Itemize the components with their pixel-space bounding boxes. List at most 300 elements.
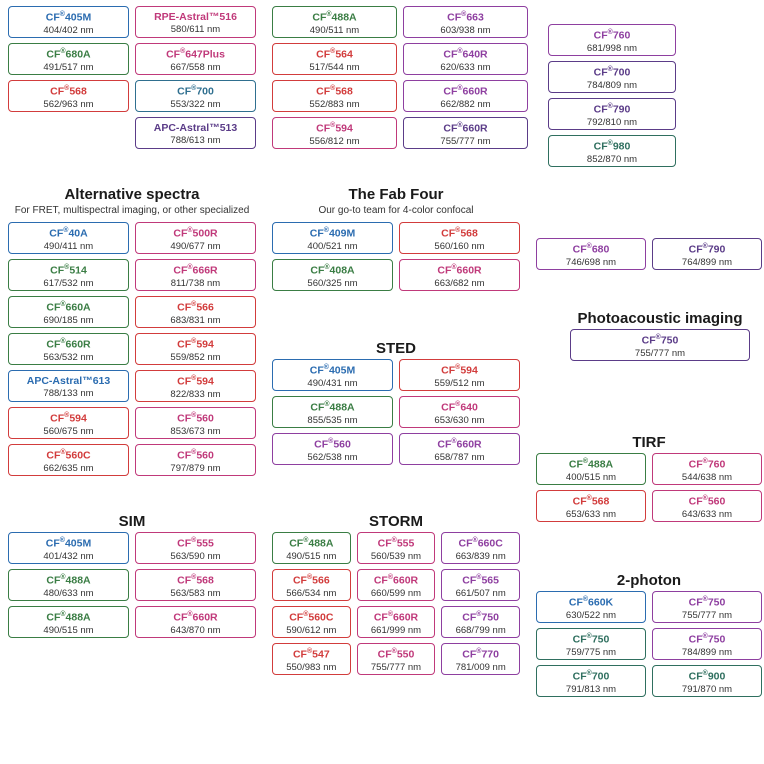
dye-chip[interactable] bbox=[652, 453, 762, 485]
dye-name: CF®900 bbox=[688, 670, 726, 683]
registered-mark: ® bbox=[306, 648, 313, 656]
dye-wavelengths: 852/870 nm bbox=[586, 153, 638, 165]
dye-chip[interactable] bbox=[8, 222, 129, 254]
dye-name: CF®980 bbox=[593, 140, 631, 153]
registered-mark: ® bbox=[607, 66, 613, 73]
registered-mark: ® bbox=[457, 85, 463, 92]
dye-name: CF®566 bbox=[292, 574, 330, 587]
registered-mark: ® bbox=[330, 122, 336, 129]
registered-mark: ® bbox=[303, 537, 309, 545]
registered-mark: ® bbox=[323, 364, 329, 372]
dye-chip[interactable] bbox=[135, 117, 256, 149]
chip-placeholder bbox=[8, 117, 129, 149]
dye-wavelengths: 560/160 nm bbox=[434, 240, 485, 252]
group-top-right bbox=[548, 24, 676, 167]
dye-name: CF®640R bbox=[443, 48, 488, 61]
chip-grid-right-pair bbox=[536, 238, 762, 270]
dye-wavelengths: 580/611 nm bbox=[170, 24, 221, 36]
dye-wavelengths: 643/633 nm bbox=[681, 508, 733, 520]
dye-chip[interactable] bbox=[441, 606, 520, 638]
group-title-tirf: TIRF bbox=[632, 434, 666, 451]
dye-chip[interactable] bbox=[8, 296, 129, 328]
dye-name: CF®594 bbox=[177, 375, 214, 388]
dye-name: CF®500R bbox=[173, 227, 218, 240]
dye-chip[interactable] bbox=[652, 665, 762, 697]
dye-chip[interactable] bbox=[403, 43, 528, 75]
dye-chip[interactable] bbox=[548, 135, 676, 167]
dye-chip[interactable] bbox=[536, 665, 646, 697]
registered-mark: ® bbox=[702, 596, 708, 604]
registered-mark: ® bbox=[180, 48, 186, 55]
dye-wavelengths: 788/133 nm bbox=[43, 388, 94, 400]
registered-mark: ® bbox=[306, 574, 313, 582]
registered-mark: ® bbox=[64, 85, 70, 92]
registered-mark: ® bbox=[582, 458, 589, 466]
dye-chip[interactable] bbox=[272, 532, 351, 564]
dye-wavelengths: 797/879 nm bbox=[170, 462, 221, 474]
dye-chip[interactable] bbox=[399, 259, 520, 291]
dye-wavelengths: 755/777 nm bbox=[634, 347, 686, 359]
dye-chip[interactable] bbox=[536, 238, 646, 270]
dye-name: CF®594 bbox=[177, 338, 214, 351]
registered-mark: ® bbox=[476, 611, 482, 619]
dye-wavelengths: 667/558 nm bbox=[170, 61, 221, 73]
dye-wavelengths: 617/532 nm bbox=[43, 277, 94, 289]
dye-chip[interactable] bbox=[536, 628, 646, 660]
dye-name: CF®647Plus bbox=[166, 48, 225, 61]
dye-wavelengths: 490/411 nm bbox=[43, 240, 94, 252]
group-title-two-photon: 2-photon bbox=[616, 572, 682, 589]
dye-wavelengths: 490/431 nm bbox=[307, 377, 358, 389]
dye-name: CF®560C bbox=[289, 611, 334, 624]
dye-wavelengths: 683/831 nm bbox=[170, 314, 221, 326]
dye-wavelengths: 563/590 nm bbox=[170, 550, 221, 562]
registered-mark: ® bbox=[476, 574, 482, 582]
registered-mark: ® bbox=[455, 364, 461, 372]
dye-chip[interactable] bbox=[8, 606, 129, 638]
dye-name: CF®550 bbox=[377, 648, 415, 661]
dye-name: CF®750 bbox=[572, 633, 610, 646]
dye-wavelengths: 490/511 nm bbox=[309, 24, 360, 36]
dye-name: CF®547 bbox=[292, 648, 330, 661]
dye-wavelengths: 490/515 nm bbox=[43, 624, 94, 636]
dye-name: CF®555 bbox=[377, 537, 415, 550]
registered-mark: ® bbox=[303, 611, 309, 619]
dye-chip[interactable] bbox=[272, 117, 397, 149]
dye-wavelengths: 662/635 nm bbox=[43, 462, 94, 474]
dye-name: CF®660R bbox=[437, 264, 482, 277]
dye-name: CF®770 bbox=[462, 648, 499, 661]
registered-mark: ® bbox=[702, 633, 708, 641]
dye-wavelengths: 784/899 nm bbox=[681, 646, 733, 658]
dye-name: CF®560 bbox=[688, 495, 726, 508]
registered-mark: ® bbox=[60, 449, 66, 457]
chip-grid-sim bbox=[8, 532, 256, 638]
dye-chip[interactable] bbox=[135, 80, 256, 112]
dye-chip[interactable] bbox=[135, 606, 256, 638]
registered-mark: ® bbox=[702, 495, 708, 503]
dye-wavelengths: 663/682 nm bbox=[434, 277, 485, 289]
dye-chip[interactable] bbox=[652, 628, 762, 660]
dye-chip[interactable] bbox=[135, 259, 256, 291]
dye-wavelengths: 791/813 nm bbox=[565, 683, 617, 695]
dye-wavelengths: 755/777 nm bbox=[681, 609, 733, 621]
registered-mark: ® bbox=[702, 458, 708, 466]
dye-wavelengths: 401/432 nm bbox=[43, 550, 94, 562]
dye-name: CF®790 bbox=[593, 103, 631, 116]
registered-mark: ® bbox=[191, 85, 197, 92]
registered-mark: ® bbox=[187, 264, 193, 272]
dye-name: CF®488A bbox=[289, 537, 334, 550]
dye-wavelengths: 590/612 nm bbox=[286, 624, 337, 636]
dye-chip[interactable] bbox=[403, 117, 528, 149]
dye-chip[interactable] bbox=[548, 24, 676, 56]
registered-mark: ® bbox=[607, 140, 613, 147]
registered-mark: ® bbox=[607, 29, 613, 36]
registered-mark: ® bbox=[586, 670, 592, 678]
dye-chip[interactable] bbox=[399, 396, 520, 428]
chip-grid-photoacoustic bbox=[570, 329, 750, 361]
registered-mark: ® bbox=[64, 412, 70, 420]
dye-name: CF®560C bbox=[46, 449, 91, 462]
dye-chip[interactable] bbox=[548, 61, 676, 93]
registered-mark: ® bbox=[451, 438, 457, 446]
dye-name: CF®560 bbox=[177, 449, 214, 462]
dye-chip[interactable] bbox=[135, 333, 256, 365]
dye-chip[interactable] bbox=[8, 43, 129, 75]
chip-grid-top-left bbox=[8, 6, 256, 149]
dye-name: CF®405M bbox=[45, 537, 92, 550]
dye-wavelengths: 560/325 nm bbox=[307, 277, 358, 289]
dye-name: CF®660R bbox=[46, 338, 91, 351]
registered-mark: ® bbox=[60, 611, 66, 619]
registered-mark: ® bbox=[326, 11, 332, 18]
dye-wavelengths: 550/983 nm bbox=[286, 661, 337, 673]
dye-chip[interactable] bbox=[8, 80, 129, 112]
registered-mark: ® bbox=[472, 537, 478, 545]
dye-wavelengths: 559/512 nm bbox=[434, 377, 485, 389]
dye-chip[interactable] bbox=[135, 569, 256, 601]
group-title-sim: SIM bbox=[118, 513, 146, 530]
dye-chip[interactable] bbox=[441, 643, 520, 675]
dye-name: CF®514 bbox=[50, 264, 87, 277]
dye-name: CF®488A bbox=[312, 11, 357, 24]
registered-mark: ® bbox=[191, 537, 197, 545]
dye-chip[interactable] bbox=[8, 444, 129, 476]
dye-wavelengths: 781/009 nm bbox=[455, 661, 506, 673]
dye-chip[interactable] bbox=[135, 407, 256, 439]
dye-wavelengths: 681/998 nm bbox=[586, 42, 638, 54]
dye-chip[interactable] bbox=[403, 6, 528, 38]
registered-mark: ® bbox=[330, 85, 336, 92]
dye-name: CF®750 bbox=[688, 633, 726, 646]
registered-mark: ® bbox=[586, 495, 592, 503]
dye-wavelengths: 822/833 nm bbox=[170, 388, 221, 400]
registered-mark: ® bbox=[63, 227, 69, 235]
dye-wavelengths: 784/809 nm bbox=[586, 79, 638, 91]
dye-chip[interactable] bbox=[357, 569, 436, 601]
dye-chip[interactable] bbox=[8, 407, 129, 439]
dye-name: CF®660R bbox=[437, 438, 482, 451]
dye-wavelengths: 560/539 nm bbox=[370, 550, 422, 562]
dye-chip[interactable] bbox=[441, 569, 520, 601]
dye-wavelengths: 620/633 nm bbox=[440, 61, 491, 73]
registered-mark: ® bbox=[59, 11, 65, 18]
group-top-left bbox=[8, 6, 256, 149]
group-right-pair bbox=[536, 238, 762, 270]
registered-mark: ® bbox=[586, 633, 592, 641]
group-title-photoacoustic: Photoacoustic imaging bbox=[577, 310, 743, 327]
dye-name: CF®760 bbox=[688, 458, 726, 471]
registered-mark: ® bbox=[191, 574, 197, 582]
dye-name: RPE-Astral™516 bbox=[154, 11, 237, 23]
dye-wavelengths: 480/633 nm bbox=[43, 587, 94, 599]
dye-chip[interactable] bbox=[272, 359, 393, 391]
dye-chip[interactable] bbox=[441, 532, 520, 564]
dye-name: CF®660R bbox=[373, 611, 419, 624]
registered-mark: ® bbox=[655, 334, 661, 342]
dye-name: CF®750 bbox=[688, 596, 726, 609]
dye-wavelengths: 544/638 nm bbox=[681, 471, 733, 483]
dye-name: CF®565 bbox=[462, 574, 499, 587]
dye-name: CF®660R bbox=[443, 122, 488, 135]
dye-name: CF®594 bbox=[441, 364, 478, 377]
dye-wavelengths: 811/738 nm bbox=[170, 277, 221, 289]
dye-chip[interactable] bbox=[399, 359, 520, 391]
dye-wavelengths: 755/777 nm bbox=[370, 661, 422, 673]
dye-chip[interactable] bbox=[536, 453, 646, 485]
registered-mark: ® bbox=[387, 611, 394, 619]
group-title-sted: STED bbox=[375, 340, 416, 357]
dye-chip[interactable] bbox=[570, 329, 750, 361]
dye-chip[interactable] bbox=[8, 6, 129, 38]
dye-wavelengths: 552/883 nm bbox=[309, 98, 360, 110]
registered-mark: ® bbox=[586, 243, 592, 250]
dye-chip[interactable] bbox=[403, 80, 528, 112]
dye-wavelengths: 490/677 nm bbox=[170, 240, 221, 252]
registered-mark: ® bbox=[457, 122, 463, 129]
dye-wavelengths: 759/775 nm bbox=[565, 646, 617, 658]
dye-chip[interactable] bbox=[272, 433, 393, 465]
registered-mark: ® bbox=[323, 227, 329, 235]
dye-wavelengths: 690/185 nm bbox=[43, 314, 94, 326]
group-title-fab-four: The Fab Four bbox=[348, 186, 444, 203]
dye-wavelengths: 560/675 nm bbox=[43, 425, 94, 437]
dye-wavelengths: 643/870 nm bbox=[170, 624, 221, 636]
registered-mark: ® bbox=[60, 574, 66, 582]
dye-wavelengths: 853/673 nm bbox=[170, 425, 221, 437]
dye-name: CF®594 bbox=[50, 412, 87, 425]
dye-wavelengths: 400/521 nm bbox=[307, 240, 358, 252]
dye-wavelengths: 668/799 nm bbox=[455, 624, 506, 636]
registered-mark: ® bbox=[451, 264, 457, 272]
dye-name: CF®488A bbox=[310, 401, 355, 414]
registered-mark: ® bbox=[461, 11, 467, 18]
registered-mark: ® bbox=[457, 48, 463, 55]
dye-name: CF®700 bbox=[177, 85, 214, 98]
dye-chip[interactable] bbox=[272, 6, 397, 38]
dye-chip[interactable] bbox=[8, 370, 129, 402]
registered-mark: ® bbox=[191, 301, 197, 309]
dye-name: CF®660R bbox=[373, 574, 419, 587]
dye-chip[interactable] bbox=[357, 643, 436, 675]
dye-chip[interactable] bbox=[272, 80, 397, 112]
dye-wavelengths: 792/810 nm bbox=[586, 116, 638, 128]
dye-name: CF®660C bbox=[458, 537, 503, 550]
dye-chip[interactable] bbox=[135, 43, 256, 75]
dye-name: CF®488A bbox=[568, 458, 614, 471]
registered-mark: ® bbox=[328, 438, 334, 446]
group-tirf bbox=[536, 434, 762, 522]
registered-mark: ® bbox=[187, 227, 193, 235]
dye-name: APC-Astral™513 bbox=[153, 122, 238, 134]
dye-name: CF®568 bbox=[441, 227, 478, 240]
registered-mark: ® bbox=[191, 375, 197, 383]
dye-name: APC-Astral™613 bbox=[26, 375, 111, 388]
dye-chip[interactable] bbox=[272, 606, 351, 638]
dye-name: CF®594 bbox=[316, 122, 353, 135]
dye-chip[interactable] bbox=[399, 433, 520, 465]
group-sted bbox=[272, 340, 520, 465]
dye-wavelengths: 630/522 nm bbox=[565, 609, 617, 621]
group-top-mid bbox=[272, 6, 528, 149]
registered-mark: ® bbox=[330, 48, 336, 55]
dye-wavelengths: 746/698 nm bbox=[565, 256, 617, 268]
dye-chip[interactable] bbox=[272, 569, 351, 601]
dye-wavelengths: 653/633 nm bbox=[565, 508, 617, 520]
dye-name: CF®666R bbox=[173, 264, 218, 277]
chip-grid-tirf bbox=[536, 453, 762, 522]
group-subtitle-fab-four: Our go-to team for 4-color confocal bbox=[318, 205, 474, 217]
dye-wavelengths: 562/963 nm bbox=[43, 98, 94, 110]
registered-mark: ® bbox=[387, 574, 394, 582]
dye-wavelengths: 660/599 nm bbox=[370, 587, 422, 599]
dye-wavelengths: 603/938 nm bbox=[440, 24, 491, 36]
dye-chip[interactable] bbox=[8, 532, 129, 564]
dye-name: CF®568 bbox=[177, 574, 214, 587]
dye-wavelengths: 663/839 nm bbox=[455, 550, 506, 562]
dye-chip[interactable] bbox=[536, 591, 646, 623]
dye-wavelengths: 556/812 nm bbox=[309, 135, 360, 147]
dye-name: CF®568 bbox=[316, 85, 353, 98]
dye-chip[interactable] bbox=[135, 532, 256, 564]
dye-wavelengths: 764/899 nm bbox=[681, 256, 733, 268]
dye-chip[interactable] bbox=[399, 222, 520, 254]
dye-name: CF®560 bbox=[314, 438, 351, 451]
dye-chip[interactable] bbox=[8, 333, 129, 365]
registered-mark: ® bbox=[582, 596, 589, 604]
dye-name: CF®408A bbox=[310, 264, 355, 277]
group-sim bbox=[8, 513, 256, 638]
dye-chip[interactable] bbox=[548, 98, 676, 130]
dye-chip[interactable] bbox=[357, 532, 436, 564]
dye-chip[interactable] bbox=[135, 370, 256, 402]
dye-chip[interactable] bbox=[135, 296, 256, 328]
dye-wavelengths: 563/583 nm bbox=[170, 587, 221, 599]
dye-wavelengths: 855/535 nm bbox=[307, 414, 358, 426]
registered-mark: ® bbox=[191, 412, 197, 420]
registered-mark: ® bbox=[702, 670, 708, 678]
dye-name: CF®566 bbox=[177, 301, 214, 314]
dye-chip[interactable] bbox=[272, 643, 351, 675]
dye-chip[interactable] bbox=[272, 43, 397, 75]
dye-name: CF®640 bbox=[441, 401, 478, 414]
dye-chip[interactable] bbox=[135, 222, 256, 254]
dye-name: CF®700 bbox=[593, 66, 631, 79]
dye-name: CF®790 bbox=[688, 243, 726, 256]
dye-name: CF®409M bbox=[309, 227, 356, 240]
dye-chip[interactable] bbox=[536, 490, 646, 522]
dye-name: CF®488A bbox=[46, 611, 91, 624]
dye-name: CF®40A bbox=[49, 227, 88, 240]
dye-chip[interactable] bbox=[135, 444, 256, 476]
dye-chip[interactable] bbox=[135, 6, 256, 38]
dye-chip[interactable] bbox=[272, 259, 393, 291]
registered-mark: ® bbox=[455, 227, 461, 235]
dye-chip[interactable] bbox=[8, 569, 129, 601]
registered-mark: ® bbox=[64, 264, 70, 272]
registered-mark: ® bbox=[60, 48, 66, 55]
dye-name: CF®750 bbox=[641, 334, 679, 347]
registered-mark: ® bbox=[59, 537, 65, 545]
group-fab-four bbox=[272, 186, 520, 291]
dye-wavelengths: 788/613 nm bbox=[170, 135, 221, 147]
group-storm bbox=[272, 513, 520, 675]
chip-grid-fab-four bbox=[272, 222, 520, 291]
group-subtitle-alternative-spectra: For FRET, multispectral imaging, or other specialized bbox=[14, 205, 250, 217]
chip-grid-two-photon bbox=[536, 591, 762, 697]
dye-name: CF®405M bbox=[45, 11, 92, 24]
dye-name: CF®660R bbox=[443, 85, 488, 98]
dye-name: CF®663 bbox=[447, 11, 484, 24]
dye-wavelengths: 662/882 nm bbox=[440, 98, 491, 110]
dye-wavelengths: 661/999 nm bbox=[370, 624, 422, 636]
dye-name: CF®568 bbox=[572, 495, 610, 508]
dye-chip[interactable] bbox=[652, 490, 762, 522]
registered-mark: ® bbox=[60, 338, 66, 346]
registered-mark: ® bbox=[324, 401, 330, 409]
dye-wavelengths: 658/787 nm bbox=[434, 451, 485, 463]
dye-wavelengths: 491/517 nm bbox=[43, 61, 94, 73]
dye-wavelengths: 755/777 nm bbox=[440, 135, 491, 147]
dye-name: CF®660A bbox=[46, 301, 91, 314]
registered-mark: ® bbox=[607, 103, 613, 110]
dye-wavelengths: 517/544 nm bbox=[309, 61, 360, 73]
dye-chip[interactable] bbox=[272, 396, 393, 428]
dye-name: CF®488A bbox=[46, 574, 91, 587]
dye-name: CF®680A bbox=[46, 48, 91, 61]
registered-mark: ® bbox=[476, 648, 482, 656]
chip-grid-sted bbox=[272, 359, 520, 465]
registered-mark: ® bbox=[60, 301, 66, 309]
dye-wavelengths: 661/507 nm bbox=[455, 587, 506, 599]
dye-name: CF®750 bbox=[462, 611, 499, 624]
dye-name: CF®555 bbox=[177, 537, 214, 550]
dye-chip[interactable] bbox=[8, 259, 129, 291]
registered-mark: ® bbox=[324, 264, 330, 272]
dye-name: CF®760 bbox=[593, 29, 631, 42]
dye-chip[interactable] bbox=[272, 222, 393, 254]
dye-wavelengths: 404/402 nm bbox=[43, 24, 94, 36]
dye-name: CF®568 bbox=[50, 85, 87, 98]
dye-name: CF®660R bbox=[173, 611, 218, 624]
dye-chip[interactable] bbox=[652, 238, 762, 270]
chip-grid-top-mid bbox=[272, 6, 528, 149]
dye-chip[interactable] bbox=[652, 591, 762, 623]
group-title-storm: STORM bbox=[369, 513, 423, 530]
dye-chip[interactable] bbox=[357, 606, 436, 638]
registered-mark: ® bbox=[391, 537, 397, 545]
